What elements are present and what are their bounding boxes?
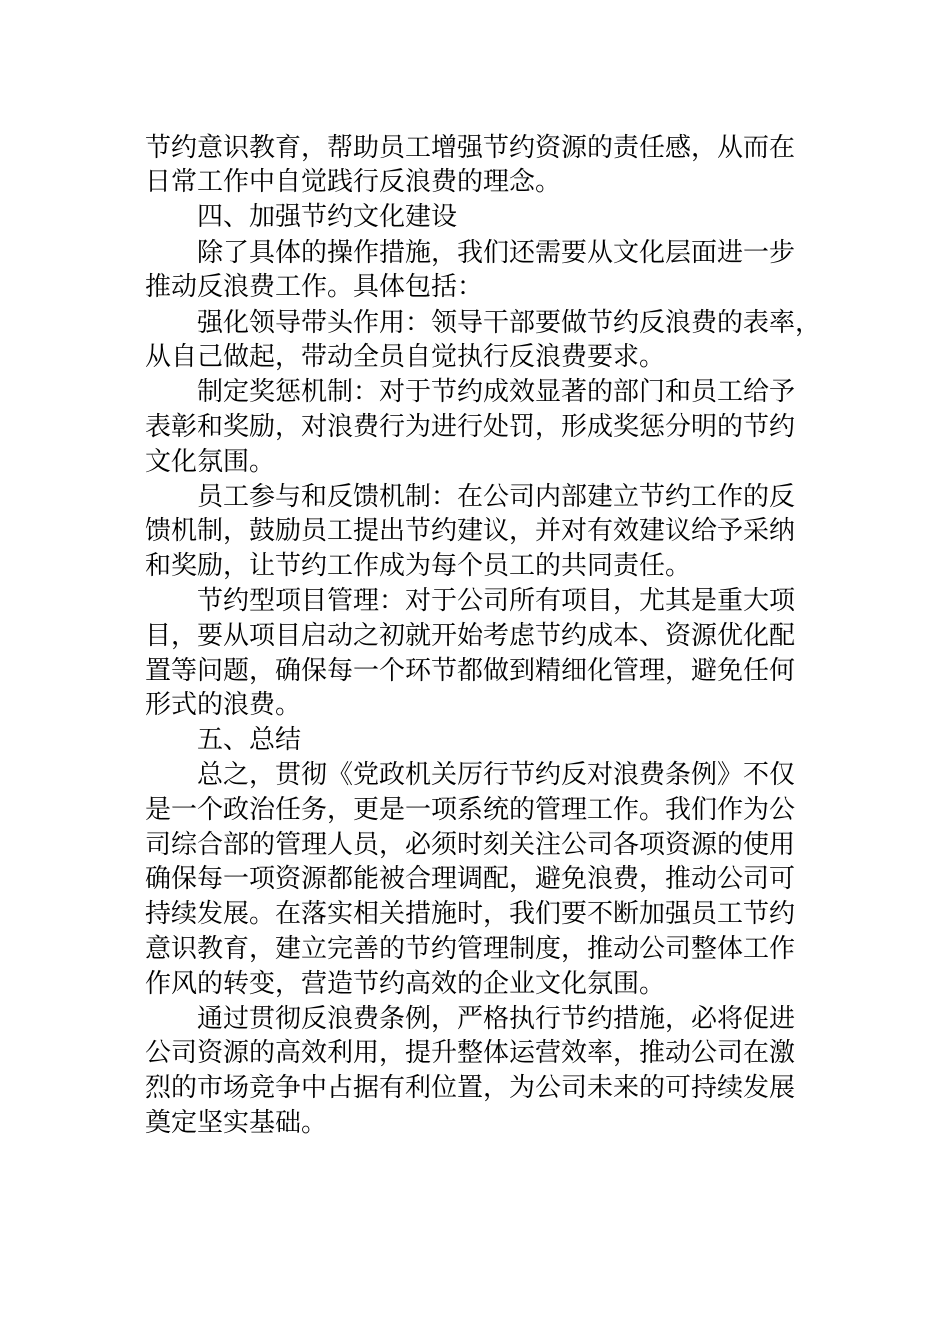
text-line: 节约意识教育，帮助员工增强节约资源的责任感，从而在 xyxy=(145,133,796,163)
text-line: 强化领导带头作用：领导干部要做节约反浪费的表率， xyxy=(197,308,822,338)
text-line: 奠定坚实基础。 xyxy=(145,1108,328,1138)
text-line: 制定奖惩机制：对于节约成效显著的部门和员工给予 xyxy=(197,377,796,407)
section-heading: 五、总结 xyxy=(197,725,302,755)
text-line: 是一个政治任务，更是一项系统的管理工作。我们作为公 xyxy=(145,795,796,825)
text-line: 总之，贯彻《党政机关厉行节约反对浪费条例》不仅 xyxy=(197,760,796,790)
text-line: 通过贯彻反浪费条例，严格执行节约措施，必将促进 xyxy=(197,1004,796,1034)
text-line: 表彰和奖励，对浪费行为进行处罚，形成奖惩分明的节约 xyxy=(145,412,796,442)
text-line: 意识教育，建立完善的节约管理制度，推动公司整体工作 xyxy=(145,934,796,964)
text-line: 烈的市场竞争中占据有利位置，为公司未来的可持续发展 xyxy=(145,1073,796,1103)
text-line: 员工参与和反馈机制：在公司内部建立节约工作的反 xyxy=(197,482,796,512)
text-line: 目，要从项目启动之初就开始考虑节约成本、资源优化配 xyxy=(145,621,796,651)
text-line: 作风的转变，营造节约高效的企业文化氛围。 xyxy=(145,969,666,999)
text-line: 除了具体的操作措施，我们还需要从文化层面进一步 xyxy=(197,238,796,268)
text-line: 推动反浪费工作。具体包括： xyxy=(145,272,484,302)
text-line: 确保每一项资源都能被合理调配，避免浪费，推动公司可 xyxy=(145,864,796,894)
text-line: 和奖励，让节约工作成为每个员工的共同责任。 xyxy=(145,551,692,581)
section-heading: 四、加强节约文化建设 xyxy=(197,202,458,232)
text-line: 司综合部的管理人员，必须时刻关注公司各项资源的使用 xyxy=(145,830,796,860)
text-line: 形式的浪费。 xyxy=(145,690,302,720)
text-line: 公司资源的高效利用，提升整体运营效率，推动公司在激 xyxy=(145,1038,796,1068)
text-line: 文化氛围。 xyxy=(145,447,276,477)
text-line: 馈机制，鼓励员工提出节约建议，并对有效建议给予采纳 xyxy=(145,516,796,546)
text-line: 日常工作中自觉践行反浪费的理念。 xyxy=(145,167,562,197)
text-line: 持续发展。在落实相关措施时，我们要不断加强员工节约 xyxy=(145,899,796,929)
text-line: 置等问题，确保每一个环节都做到精细化管理，避免任何 xyxy=(145,656,796,686)
text-line: 从自己做起，带动全员自觉执行反浪费要求。 xyxy=(145,342,666,372)
text-line: 节约型项目管理：对于公司所有项目，尤其是重大项 xyxy=(197,586,796,616)
